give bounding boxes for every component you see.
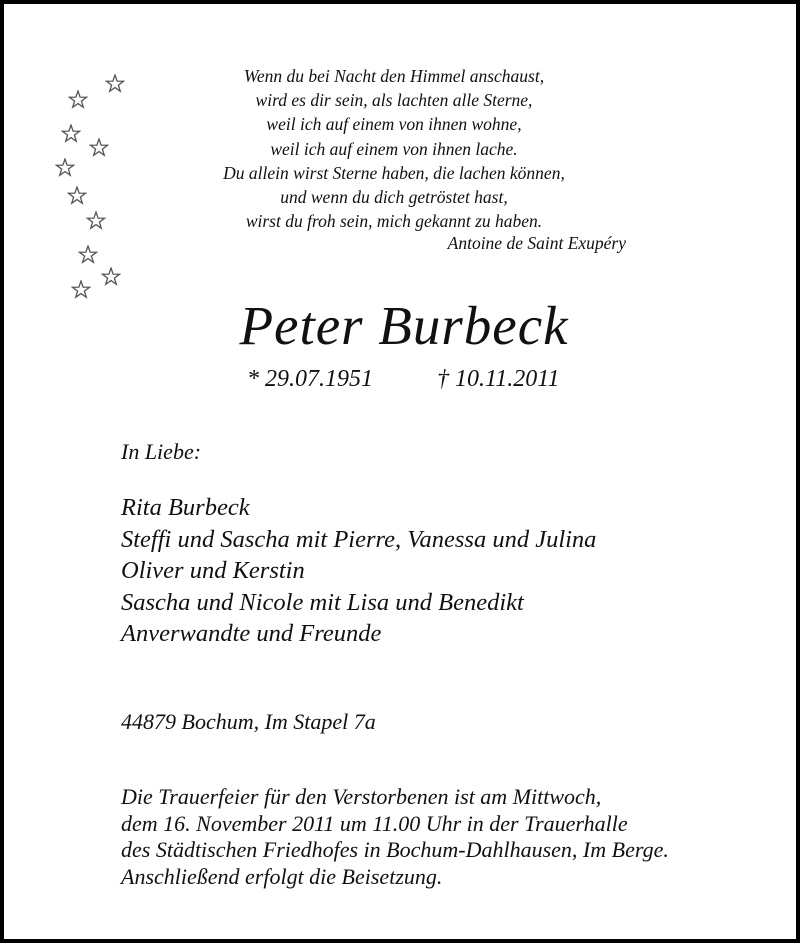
star-icon xyxy=(79,246,96,262)
address: 44879 Bochum, Im Stapel 7a xyxy=(121,709,376,734)
mourner-name: Anverwandte und Freunde xyxy=(121,620,382,647)
poem xyxy=(154,64,634,233)
star-icon xyxy=(102,268,119,284)
funeral-line: Die Trauerfeier für den Verstorbenen ist am Mittwoch, xyxy=(121,784,602,809)
star-icon xyxy=(62,125,79,141)
mourners-list xyxy=(121,492,596,650)
funeral-line: Anschließend erfolgt die Beisetzung. xyxy=(121,863,443,889)
funeral-line: dem 16. November 2011 um 11.00 Uhr in der Trauerhalle xyxy=(121,810,628,836)
mourners-intro: In Liebe: xyxy=(121,439,202,464)
poem-line: wird es dir sein, als lachten alle Sterne, xyxy=(255,90,533,111)
mourner-name: Sascha und Nicole mit Lisa und Benedikt xyxy=(121,588,524,616)
star-icon xyxy=(68,187,85,203)
star-icon xyxy=(69,91,86,107)
star-decoration xyxy=(4,4,144,314)
star-icon xyxy=(90,139,107,155)
mourner-name: Rita Burbeck xyxy=(121,494,250,521)
deceased-name: Peter Burbeck xyxy=(239,295,569,356)
poem-author: Antoine de Saint Exupéry xyxy=(447,233,626,253)
poem-line: weil ich auf einem von ihnen wohne, xyxy=(266,114,522,135)
poem-line: Du allein wirst Sterne haben, die lachen können, xyxy=(223,162,565,183)
mourner-name: Oliver und Kerstin xyxy=(121,557,305,584)
poem-line: und wenn du dich getröstet hast, xyxy=(280,187,508,208)
star-icon xyxy=(106,75,123,91)
poem-line: Wenn du bei Nacht den Himmel anschaust, xyxy=(243,66,545,86)
star-icon xyxy=(56,159,73,175)
poem-line: wirst du froh sein, mich gekannt zu haben. xyxy=(245,211,543,232)
funeral-line: des Städtischen Friedhofes in Bochum-Dahlhausen, Im Berge. xyxy=(121,837,669,862)
poem-line: weil ich auf einem von ihnen lache. xyxy=(270,138,518,159)
star-icon xyxy=(87,212,104,228)
death-date: † 10.11.2011 xyxy=(437,366,560,392)
funeral-details xyxy=(121,784,669,890)
birth-date: * 29.07.1951 xyxy=(247,366,373,392)
mourner-name: Steffi und Sascha mit Pierre, Vanessa und Julina xyxy=(121,525,597,553)
